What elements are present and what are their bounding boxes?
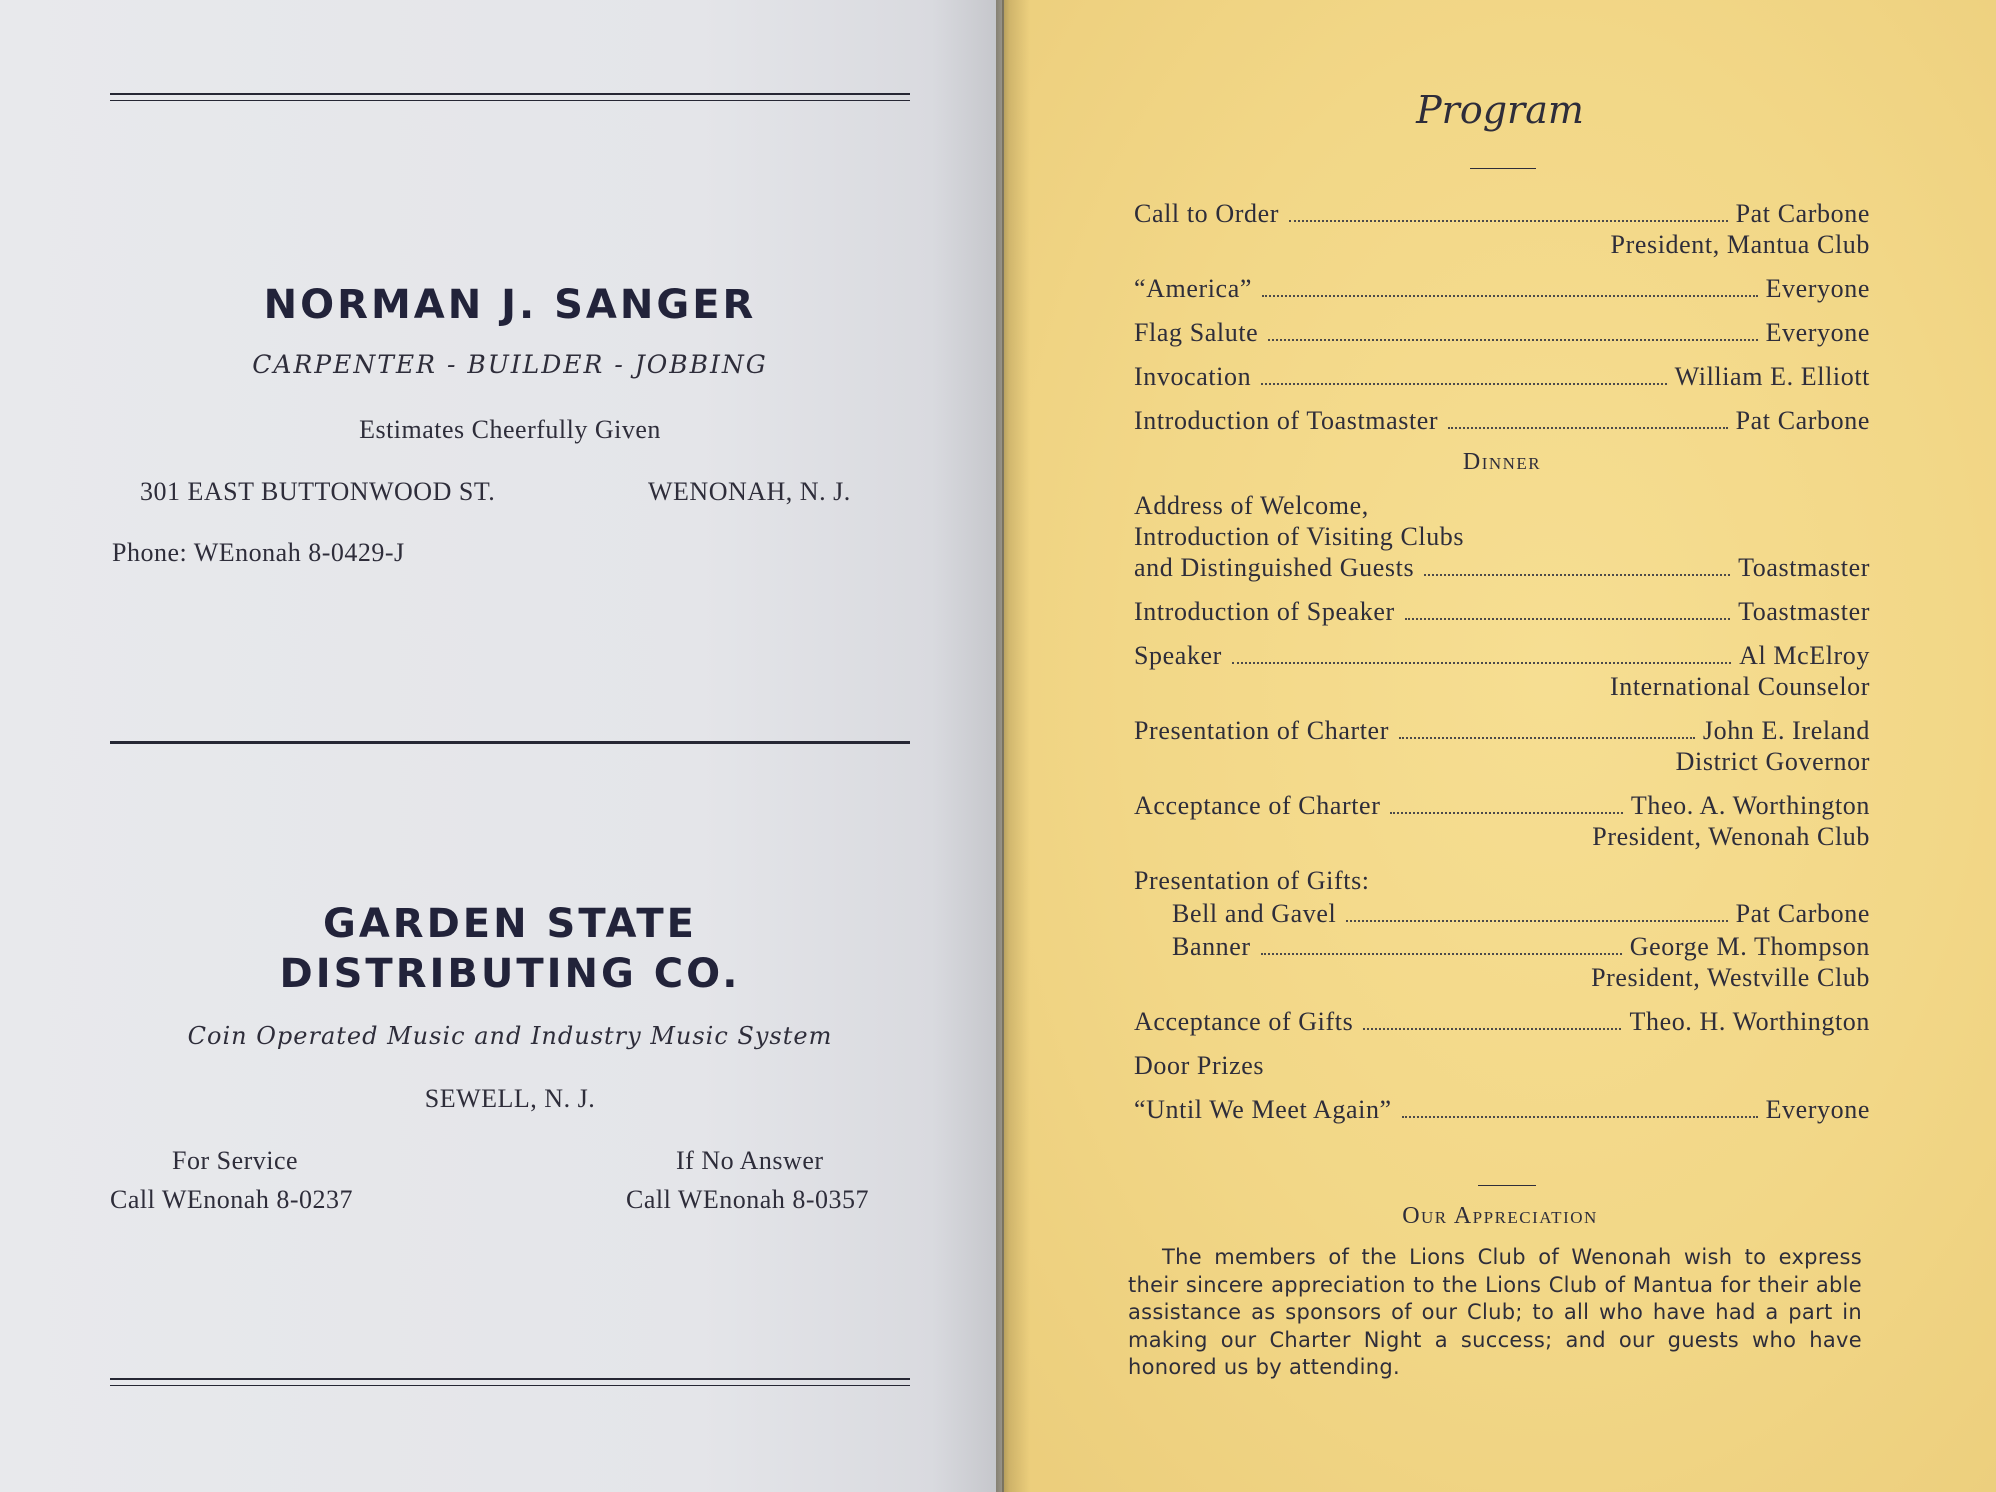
program-item-subtitle: District Governor: [1675, 747, 1870, 776]
welcome-line3: and Distinguished Guests: [1134, 553, 1415, 582]
dot-leader: [1261, 383, 1666, 385]
program-item-name: Everyone: [1765, 274, 1870, 303]
program-item-call-to-order: [1134, 198, 1870, 260]
program-item-label: Flag Salute: [1134, 318, 1259, 347]
dot-leader: [1262, 295, 1758, 297]
appreciation-short-rule: [1478, 1185, 1536, 1186]
title-short-rule: [1470, 168, 1536, 169]
sanger-ad-town: WENONAH, N. J.: [648, 477, 851, 506]
program-item-presentation-charter: [1134, 715, 1870, 777]
program-item-label: “America”: [1134, 274, 1252, 303]
program-item-name: Toastmaster: [1738, 553, 1870, 582]
dot-leader: [1448, 427, 1727, 429]
garden-state-noanswer-label: If No Answer: [676, 1146, 824, 1175]
program-title: Program: [1416, 88, 1584, 132]
program-item-name: Everyone: [1765, 1095, 1870, 1124]
program-item-name: Pat Carbone: [1735, 406, 1870, 435]
program-item-name: John E. Ireland: [1702, 716, 1870, 745]
program-item-flag-salute: [1134, 317, 1870, 348]
gifts-heading: Presentation of Gifts:: [1134, 866, 1370, 895]
program-item-america: [1134, 273, 1870, 304]
gutter-shadow: [996, 0, 1030, 1492]
middle-rule: [110, 741, 910, 744]
welcome-line1: Address of Welcome,: [1134, 491, 1369, 520]
program-item-label: “Until We Meet Again”: [1134, 1095, 1392, 1124]
welcome-line2: Introduction of Visiting Clubs: [1134, 522, 1465, 551]
program-item-subtitle: President, Mantua Club: [1610, 230, 1870, 259]
dot-leader: [1424, 574, 1730, 576]
program-item-name: Everyone: [1765, 318, 1870, 347]
program-item-name: Toastmaster: [1738, 597, 1870, 626]
dinner-heading: Dinner: [1462, 449, 1542, 475]
program-item-label: Door Prizes: [1134, 1051, 1265, 1080]
dot-leader: [1261, 953, 1622, 955]
program-item-label: Call to Order: [1134, 199, 1279, 228]
appreciation-heading: Our Appreciation: [1402, 1203, 1598, 1229]
program-item-label: Introduction of Toastmaster: [1134, 406, 1439, 435]
program-item-label: Speaker: [1134, 641, 1222, 670]
garden-state-ad-tagline: Coin Operated Music and Industry Music System: [187, 1022, 833, 1050]
program-item-label: Acceptance of Gifts: [1134, 1007, 1354, 1036]
gift-bell-label: Bell and Gavel: [1172, 899, 1337, 928]
dot-leader: [1232, 662, 1731, 664]
sanger-ad-tagline: CARPENTER - BUILDER - JOBBING: [252, 350, 768, 379]
program-item-intro-toastmaster: [1134, 405, 1870, 436]
program-item-name: Theo. A. Worthington: [1630, 791, 1870, 820]
program-item-acceptance-gifts: [1134, 1006, 1870, 1037]
sanger-ad-address: 301 EAST BUTTONWOOD ST.: [140, 477, 496, 506]
program-item-label: Invocation: [1134, 362, 1252, 391]
program-item-label: Acceptance of Charter: [1134, 791, 1381, 820]
garden-state-service-call: Call WEnonah 8-0237: [110, 1185, 353, 1214]
program-item-label: Introduction of Speaker: [1134, 597, 1395, 626]
sanger-ad-name: NORMAN J. SANGER: [263, 282, 757, 328]
dot-leader: [1390, 812, 1622, 814]
program-list: [1134, 198, 1870, 1138]
program-item-acceptance-charter: [1134, 790, 1870, 852]
dot-leader: [1399, 737, 1695, 739]
dot-leader: [1289, 220, 1728, 222]
program-item-name: Pat Carbone: [1735, 199, 1870, 228]
program-item-welcome: [1134, 490, 1870, 583]
program-item-until-we-meet-again: [1134, 1094, 1870, 1125]
sanger-ad-phone: Phone: WEnonah 8-0429-J: [112, 538, 405, 567]
bottom-double-rule: [110, 1378, 910, 1386]
appreciation-text: The members of the Lions Club of Wenonah wish to express their sincere appreciation to the Lions Club of Mantua for their able assistance as sponsors of our Club; to all who have had a part in making our Charter Night a success; and our guests who have honored us by attending.: [1128, 1245, 1862, 1379]
dot-leader: [1268, 339, 1757, 341]
program-item-intro-speaker: [1134, 596, 1870, 627]
dot-leader: [1363, 1028, 1621, 1030]
garden-state-noanswer-call: Call WEnonah 8-0357: [626, 1185, 869, 1214]
program-item-name: Al McElroy: [1739, 641, 1870, 670]
garden-state-ad-name-line1: GARDEN STATE: [323, 901, 697, 947]
garden-state-ad-location: SEWELL, N. J.: [424, 1084, 596, 1113]
program-item-subtitle: President, Wenonah Club: [1592, 822, 1870, 851]
program-item-subtitle: International Counselor: [1609, 672, 1870, 701]
program-item-presentation-gifts: [1134, 865, 1870, 993]
garden-state-service-label: For Service: [172, 1146, 299, 1175]
program-item-door-prizes: [1134, 1050, 1870, 1081]
garden-state-ad-name-line2: DISTRIBUTING CO.: [279, 951, 741, 997]
gift-banner-subtitle: President, Westville Club: [1591, 963, 1870, 992]
program-item-invocation: [1134, 361, 1870, 392]
program-item-label: Presentation of Charter: [1134, 716, 1389, 745]
program-item-name: Theo. H. Worthington: [1629, 1007, 1870, 1036]
dot-leader: [1402, 1116, 1758, 1118]
gift-bell-name: Pat Carbone: [1735, 899, 1870, 928]
program-item-speaker: [1134, 640, 1870, 702]
gift-banner-name: George M. Thompson: [1629, 932, 1870, 961]
program-item-name: William E. Elliott: [1674, 362, 1870, 391]
sanger-ad-estimates: Estimates Cheerfully Given: [359, 415, 661, 444]
dot-leader: [1346, 920, 1727, 922]
top-double-rule: [110, 93, 910, 101]
gift-banner-label: Banner: [1172, 932, 1251, 961]
dot-leader: [1405, 618, 1730, 620]
